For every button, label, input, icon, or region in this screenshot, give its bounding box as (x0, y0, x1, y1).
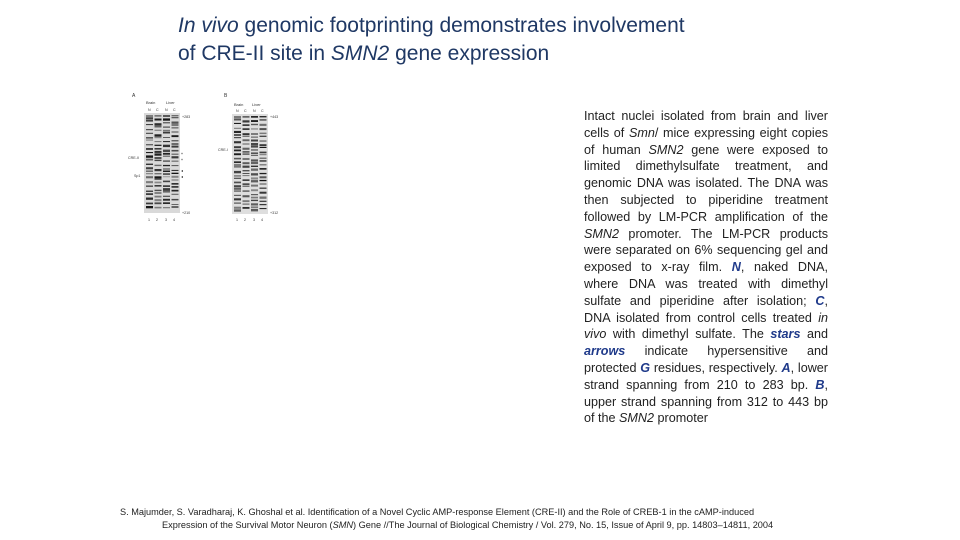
gel-band (163, 181, 170, 183)
gel-band (163, 176, 170, 177)
gel-band (155, 153, 162, 155)
panel-a-lane-header: C (173, 108, 176, 112)
gel-band (260, 140, 267, 142)
panel-a-star-icon: * (181, 158, 183, 163)
gel-band (260, 164, 267, 165)
gel-band (163, 160, 170, 161)
gel-band (146, 173, 153, 174)
panel-b-group-liver: Liver (252, 102, 261, 107)
gel-band (163, 122, 170, 123)
gel-band (251, 173, 258, 175)
gel-band (234, 164, 241, 166)
gel-band (172, 143, 179, 145)
desc-highlight-n: N (731, 260, 741, 275)
gel-band (146, 129, 153, 130)
gel-band (163, 185, 170, 186)
gel-band (163, 165, 170, 166)
gel-band (251, 116, 258, 118)
gel-band (163, 150, 170, 152)
gel-band (243, 139, 250, 141)
gel-band (172, 131, 179, 132)
gel-band (155, 145, 162, 146)
gel-band (243, 148, 250, 150)
gel-band (146, 164, 153, 165)
desc-italic: SMN2 (648, 142, 684, 157)
gel-band (251, 136, 258, 138)
gel-band (234, 190, 241, 191)
gel-band (172, 170, 179, 171)
gel-band (163, 145, 170, 147)
gel-band (260, 136, 267, 137)
title-italic-smn2: SMN2 (330, 42, 390, 65)
gel-band (234, 150, 241, 152)
gel-band (251, 153, 258, 154)
gel-band (243, 120, 250, 122)
gel-band (234, 195, 241, 196)
gel-band (251, 120, 258, 122)
gel-band (260, 204, 267, 205)
gel-band (243, 166, 250, 168)
gel-band (234, 166, 241, 167)
gel-band (234, 209, 241, 211)
panel-b-lane-header: C (261, 109, 264, 113)
gel-band (243, 173, 250, 174)
gel-band (155, 126, 162, 128)
gel-band (251, 166, 258, 167)
gel-band (243, 143, 250, 144)
gel-band (234, 153, 241, 155)
gel-band (260, 208, 267, 209)
gel-band (260, 168, 267, 170)
gel-band (155, 130, 162, 131)
gel-band (243, 124, 250, 125)
gel-band (155, 185, 162, 187)
gel-band (163, 207, 170, 208)
gel-band (251, 162, 258, 164)
panel-a-letter: A (132, 93, 136, 99)
gel-band (243, 195, 250, 197)
gel-band (251, 180, 258, 182)
gel-band (146, 124, 153, 125)
panel-a-star-icon: * (181, 152, 183, 157)
gel-band (146, 133, 153, 134)
gel-band (155, 123, 162, 125)
gel-band (251, 169, 258, 171)
gel-band (172, 186, 179, 188)
gel-band (243, 158, 250, 159)
gel-band (260, 197, 267, 199)
gel-band (251, 149, 258, 151)
title-italic-in-vivo: In vivo (178, 14, 239, 37)
gel-band (172, 150, 179, 152)
gel-band (163, 196, 170, 197)
gel-band (260, 124, 267, 126)
gel-band (146, 144, 153, 145)
desc-highlight-g: G (640, 360, 651, 375)
gel-band (234, 123, 241, 124)
gel-band (155, 182, 162, 184)
footprinting-gel-figure (126, 88, 286, 228)
desc-text: with dimethyl sulfate. The (606, 327, 771, 342)
gel-band (155, 157, 162, 158)
gel-band (234, 171, 241, 173)
gel-band (243, 207, 250, 209)
gel-band (234, 161, 241, 163)
panel-a-lane-header: N (148, 108, 151, 112)
gel-band (243, 200, 250, 202)
gel-band (251, 177, 258, 179)
gel-band (234, 198, 241, 200)
panel-a-label-sp1: Sp1 (134, 174, 141, 178)
gel-band (163, 191, 170, 193)
gel-band (155, 141, 162, 142)
gel-band (172, 115, 179, 116)
gel-band (251, 159, 258, 161)
gel-band (172, 140, 179, 141)
gel-band (243, 153, 250, 154)
citation-text: Expression of the Survival Motor Neuron ( (162, 520, 333, 530)
panel-a-lane-header: C (156, 108, 159, 112)
gel-band (155, 137, 162, 139)
panel-a-lane-header: N (165, 108, 168, 112)
gel-band (234, 175, 241, 177)
gel-band (260, 160, 267, 162)
desc-text: , upper strand spanning from 312 to 443 bp of the (584, 377, 828, 426)
gel-band (260, 128, 267, 130)
panel-a-top-marker: +283 (182, 115, 191, 119)
gel-band (172, 204, 179, 205)
desc-text: / mice expressing eight copies of human (584, 125, 829, 157)
gel-band (172, 124, 179, 125)
gel-band (163, 168, 170, 170)
gel-band (243, 190, 250, 192)
citation-italic: SMN (332, 520, 353, 530)
panel-b-top-marker: +443 (270, 115, 279, 119)
panel-b-letter: B (224, 93, 228, 99)
gel-band (172, 194, 179, 195)
gel-band (251, 203, 258, 205)
gel-band (172, 206, 179, 207)
gel-band (172, 122, 179, 124)
panel-a-lane-number: 4 (173, 218, 175, 222)
gel-band (172, 199, 179, 201)
gel-band (163, 153, 170, 155)
panel-a-arrow-icon: ◂ (181, 174, 184, 179)
gel-band (146, 181, 153, 183)
gel-band (234, 137, 241, 138)
panel-b-lane-header: N (236, 109, 239, 113)
desc-text: , lower strand spanning from 210 to 283 bp. (584, 360, 828, 392)
gel-band (234, 178, 241, 179)
gel-band (251, 185, 258, 187)
desc-highlight-stars: stars (770, 327, 801, 342)
figure-description (584, 108, 828, 427)
panel-b-lane-number: 4 (261, 218, 263, 222)
gel-band (260, 147, 267, 148)
title-text-2: of CRE-II site in (178, 42, 331, 65)
gel-band (243, 203, 250, 205)
title-text-1: genomic footprinting demonstrates involvement (238, 14, 685, 37)
panel-b-lane-number: 1 (236, 218, 238, 222)
gel-band (155, 202, 162, 204)
panel-a-lane-number: 1 (148, 218, 150, 222)
gel-band (163, 118, 170, 120)
gel-band (260, 192, 267, 194)
gel-band (146, 140, 153, 141)
gel-band (146, 117, 153, 119)
desc-italic: SMN2 (619, 411, 655, 426)
gel-band (260, 133, 267, 135)
panel-b-lane-number: 3 (253, 218, 255, 222)
gel-band (163, 199, 170, 201)
gel-band (243, 162, 250, 164)
desc-italic: in vivo (584, 310, 828, 342)
panel-a-group-brain: Brain (146, 100, 156, 105)
gel-band (260, 154, 267, 155)
panel-b-lane-header: N (253, 109, 256, 113)
gel-band (234, 185, 241, 187)
gel-band (243, 116, 250, 118)
gel-band (251, 209, 258, 211)
gel-band (146, 185, 153, 187)
gel-band (163, 132, 170, 134)
gel-band (172, 176, 179, 178)
gel-band (155, 160, 162, 161)
gel-band (155, 115, 162, 117)
gel-band (146, 155, 153, 157)
desc-text: Intact nuclei isolated from brain and liver cells of (584, 109, 828, 140)
gel-band (146, 193, 153, 195)
panel-b-label-cre-i: CRE-I (218, 148, 228, 152)
gel-band (234, 128, 241, 129)
gel-band (251, 128, 258, 129)
gel-band (234, 188, 241, 190)
gel-band (172, 190, 179, 192)
desc-italic: SMN2 (584, 226, 619, 241)
gel-band (146, 148, 153, 150)
gel-band (146, 159, 153, 161)
gel-band (172, 180, 179, 181)
gel-band (260, 183, 267, 184)
gel-band (251, 200, 258, 201)
gel-band (234, 202, 241, 204)
gel-band (251, 189, 258, 191)
gel-band (243, 179, 250, 181)
gel-band (155, 151, 162, 153)
gel-band (155, 179, 162, 180)
gel-band (251, 143, 258, 145)
gel-band (172, 117, 179, 118)
gel-band (234, 146, 241, 148)
gel-band (155, 119, 162, 121)
gel-band (172, 135, 179, 137)
gel-band (146, 171, 153, 172)
gel-band (146, 120, 153, 122)
gel-band (243, 186, 250, 187)
gel-band (251, 206, 258, 208)
panel-a-group-liver: Liver (166, 100, 175, 105)
gel-band (146, 191, 153, 192)
gel-band (155, 196, 162, 198)
gel-band (251, 145, 258, 147)
desc-highlight-c: C (815, 293, 825, 308)
gel-band (163, 156, 170, 157)
gel-band (172, 154, 179, 155)
gel-band (251, 133, 258, 134)
panel-a-bottom-marker: +210 (182, 211, 191, 215)
gel-band (146, 137, 153, 138)
gel-band (243, 183, 250, 185)
gel-band (251, 155, 258, 156)
gel-band (163, 141, 170, 142)
gel-band (146, 152, 153, 153)
gel-band (260, 188, 267, 189)
desc-italic: Smn (628, 125, 655, 140)
gel-band (260, 144, 267, 146)
gel-band (260, 158, 267, 159)
gel-band (243, 133, 250, 135)
desc-text: and (800, 327, 828, 342)
desc-text: , DNA isolated from control cells treated (584, 293, 828, 325)
gel-band (172, 173, 179, 174)
gel-band (155, 190, 162, 191)
gel-band (146, 176, 153, 178)
gel-band (234, 158, 241, 160)
panel-b-group-brain: Brain (234, 102, 244, 107)
gel-band (146, 167, 153, 169)
gel-band (146, 115, 153, 117)
gel-band (234, 119, 241, 121)
gel-band (146, 203, 153, 205)
gel-band (155, 165, 162, 166)
citation (120, 506, 840, 532)
gel-band (163, 115, 170, 117)
gel-band (146, 198, 153, 200)
slide-title (178, 12, 878, 68)
gel-band (146, 206, 153, 208)
gel-band (243, 128, 250, 130)
gel-band (172, 127, 179, 129)
gel-band (172, 161, 179, 162)
title-text-3: gene expression (389, 42, 550, 65)
gel-band (172, 183, 179, 185)
gel-band (260, 119, 267, 120)
gel-band (155, 169, 162, 171)
panel-b-bottom-marker: +312 (270, 211, 279, 215)
gel-band (172, 146, 179, 148)
panel-a-lane-number: 3 (165, 218, 167, 222)
gel-band (155, 207, 162, 209)
desc-text: indicate hypersensitive and protected (584, 344, 828, 375)
desc-text: residues, respectively. (650, 360, 782, 375)
gel-band (163, 173, 170, 175)
desc-text: promoter. The LM-PCR products were separated on 6% sequencing gel and exposed to x-ray film. (584, 226, 828, 275)
gel-band (251, 194, 258, 195)
gel-band (155, 176, 162, 178)
gel-band (155, 134, 162, 136)
gel-band (260, 201, 267, 202)
gel-band (163, 202, 170, 204)
gel-band (155, 199, 162, 201)
gel-band (163, 188, 170, 190)
gel-band (234, 134, 241, 136)
panel-a-lane-number: 2 (156, 218, 158, 222)
gel-band (243, 170, 250, 171)
gel-band (243, 175, 250, 176)
panel-a-arrow-icon: ◂ (181, 168, 184, 173)
citation-line-2 (120, 519, 840, 532)
panel-b-lane-number: 2 (244, 218, 246, 222)
desc-text: , naked DNA, where DNA was treated with dimethyl sulfate and piperidine after isolation; (584, 260, 828, 308)
gel-band (234, 116, 241, 118)
gel-band (172, 156, 179, 158)
desc-highlight-arrows: arrows (584, 344, 626, 359)
gel-band (260, 173, 267, 174)
gel-band (163, 130, 170, 132)
panel-b-lane-header: C (244, 109, 247, 113)
gel-band (155, 192, 162, 194)
citation-line-1: S. Majumder, S. Varadharaj, K. Ghoshal et al. Identification of a Novel Cyclic AMP-response Element (CRE-II) and the Role of CREB-1 in the cAMP-induced (120, 507, 755, 517)
gel-band (260, 176, 267, 178)
panel-a-label-cre-ii: CRE-II (128, 156, 139, 160)
gel-band (163, 126, 170, 128)
desc-text: gene were exposed to limited dimethylsulfate treatment, and genomic DNA was isolated. The DNA was then subjected to piperidine treatment followed by LM-PCR amplification of the (584, 142, 828, 224)
desc-highlight-a: A (781, 360, 791, 375)
gel-band (234, 207, 241, 209)
gel-band (251, 197, 258, 199)
gel-band (243, 151, 250, 152)
gel-band (251, 140, 258, 142)
gel-band (260, 116, 267, 117)
gel-band (234, 131, 241, 133)
gel-band (234, 141, 241, 143)
gel-band (243, 136, 250, 137)
gel-band (172, 165, 179, 166)
gel-band (260, 180, 267, 181)
gel-band (163, 171, 170, 173)
desc-highlight-b: B (815, 377, 825, 392)
gel-band (155, 148, 162, 149)
gel-band (234, 182, 241, 184)
gel-band (251, 124, 258, 125)
citation-text: ) Gene //The Journal of Biological Chemistry / Vol. 279, No. 15, Issue of April 9, pp. 14803–14811, 2004 (352, 520, 774, 530)
gel-band (155, 173, 162, 174)
desc-text: promoter (654, 411, 708, 426)
gel-band (163, 137, 170, 138)
gel-band (260, 152, 267, 154)
